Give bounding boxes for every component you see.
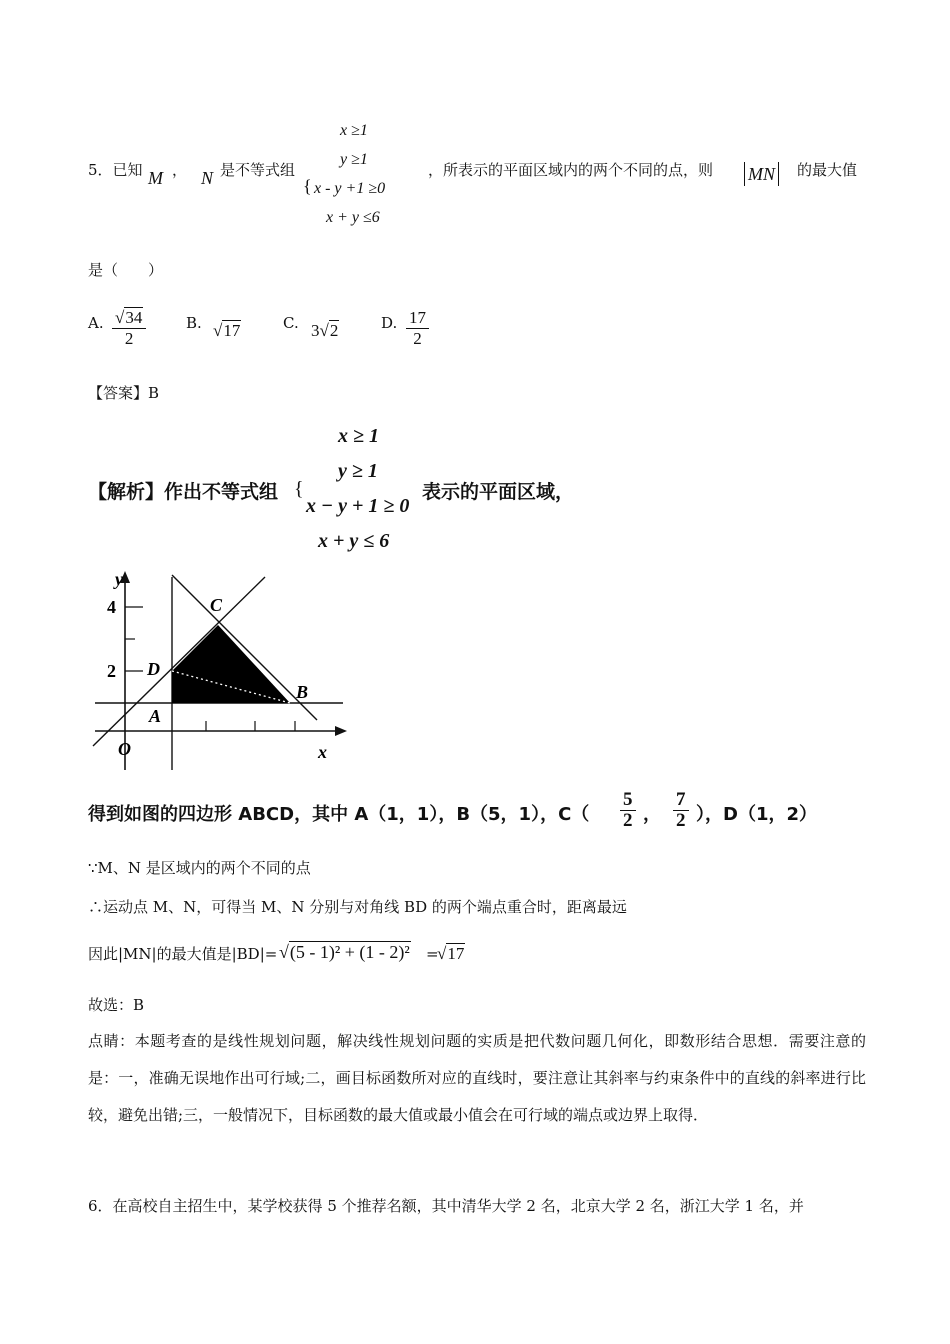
option-a-value: $\frac{√34}{2}$ [112, 308, 146, 349]
tick-4: 4 [107, 597, 116, 617]
ineq-2: y ≥1 [340, 151, 368, 168]
option-b-label: B. [186, 314, 202, 332]
option-c-radicand: 2 [329, 321, 339, 340]
max-result-radicand: 17 [447, 944, 465, 963]
c-x-fraction [620, 790, 636, 831]
x-axis-label: x [318, 742, 327, 762]
ineq-1: x ≥1 [340, 122, 368, 139]
question-6: 6．在高校自主招生中，某学校获得 5 个推荐名额，其中清华大学 2 名，北京大学 2 名，浙江大学 1 名，并 [88, 1197, 804, 1215]
option-a-den: 2 [124, 329, 134, 348]
question-5-number: 5．已知 [88, 161, 143, 179]
max-expression: √(5 - 1)² + (1 - 2)² [279, 942, 410, 962]
question-line-2: 是（ ） [88, 261, 164, 279]
analysis-ineq-4: x + y ≤ 6 [318, 530, 390, 552]
ineq-4: x + y ≤6 [326, 209, 380, 226]
max-radicand: (5 - 1)² + (1 - 2)² [289, 942, 410, 962]
c-y-den: 2 [676, 810, 686, 831]
analysis-ineq-1: x ≥ 1 [338, 425, 379, 447]
option-c-value: 3√2 [311, 321, 339, 340]
feasible-region-graph [85, 565, 355, 780]
abs-mn: MN [744, 162, 779, 186]
choice: 故选：B [88, 996, 145, 1014]
x-axis-arrow-icon [335, 726, 347, 736]
analysis-ineq-2: y ≥ 1 [338, 460, 378, 482]
option-c-coef: 3 [311, 321, 320, 340]
analysis-brace: { [294, 478, 304, 500]
max-result: √17 [437, 944, 465, 963]
point-m: M [148, 168, 163, 188]
tick-2: 2 [107, 661, 116, 681]
option-a-label: A. [88, 314, 104, 332]
analysis-prefix: 【解析】作出不等式组 [88, 481, 279, 503]
point-b-label: B [296, 682, 309, 702]
y-axis-label: y [115, 569, 123, 589]
c-x-den: 2 [623, 810, 633, 831]
comment-paragraph: 点睛：本题考查的是线性规划问题，解决线性规划问题的实质是把代数问题几何化，即数形结合思想．需要注意的是：一，准确无误地作出可行域;二，画目标函数所对应的直线时，要注意让其斜率与约束条件中的直线的斜率进行比较，避免出错;三，一般情况下，目标函数的最大值或最小值会在可行域的端点或边界上取得． [88, 1032, 866, 1124]
option-b-value: √17 [213, 321, 241, 340]
analysis-ineq-3: x − y + 1 ≥ 0 [306, 495, 410, 517]
c-separator: ， [643, 804, 661, 825]
c-y-fraction [673, 790, 689, 831]
max-prefix: 因此|MN|的最大值是|BD|= [88, 945, 278, 963]
point-n: N [201, 168, 214, 188]
result-prefix: 得到如图的四边形 ABCD，其中 A（1，1），B（5，1），C（ [88, 804, 590, 825]
option-d-den: 2 [413, 329, 422, 348]
answer: 【答案】B [88, 384, 160, 402]
max-equals: = [426, 945, 439, 963]
c-x-num: 5 [620, 790, 636, 811]
ineq-3: x - y +1 ≥0 [314, 180, 386, 197]
option-c-label: C. [283, 314, 299, 332]
option-d-label: D. [381, 314, 398, 332]
option-d-num: 17 [406, 308, 429, 329]
c-y-num: 7 [673, 790, 689, 811]
result-suffix: ），D（1，2） [696, 804, 817, 825]
option-d-value [406, 308, 429, 349]
system-label: 是不等式组 [220, 161, 296, 179]
point-a-label: A [149, 706, 162, 726]
question-middle: ，所表示的平面区域内的两个不同的点，则 [428, 161, 714, 179]
separator: ， [172, 161, 188, 179]
origin-label: O [118, 739, 131, 759]
option-a-radicand: 34 [125, 308, 143, 327]
reasoning-2: ∴运动点 M、N，可得当 M、N 分别与对角线 BD 的两个端点重合时，距离最远 [88, 898, 627, 916]
system-brace: { [303, 176, 312, 196]
question-tail: 的最大值 [797, 161, 858, 179]
reasoning-1: ∵M、N 是区域内的两个不同的点 [88, 859, 311, 877]
option-b-radicand: 17 [223, 321, 241, 340]
feasible-region [172, 625, 290, 703]
point-d-label: D [147, 659, 160, 679]
analysis-suffix: 表示的平面区域， [422, 481, 575, 503]
point-c-label: C [210, 595, 223, 615]
